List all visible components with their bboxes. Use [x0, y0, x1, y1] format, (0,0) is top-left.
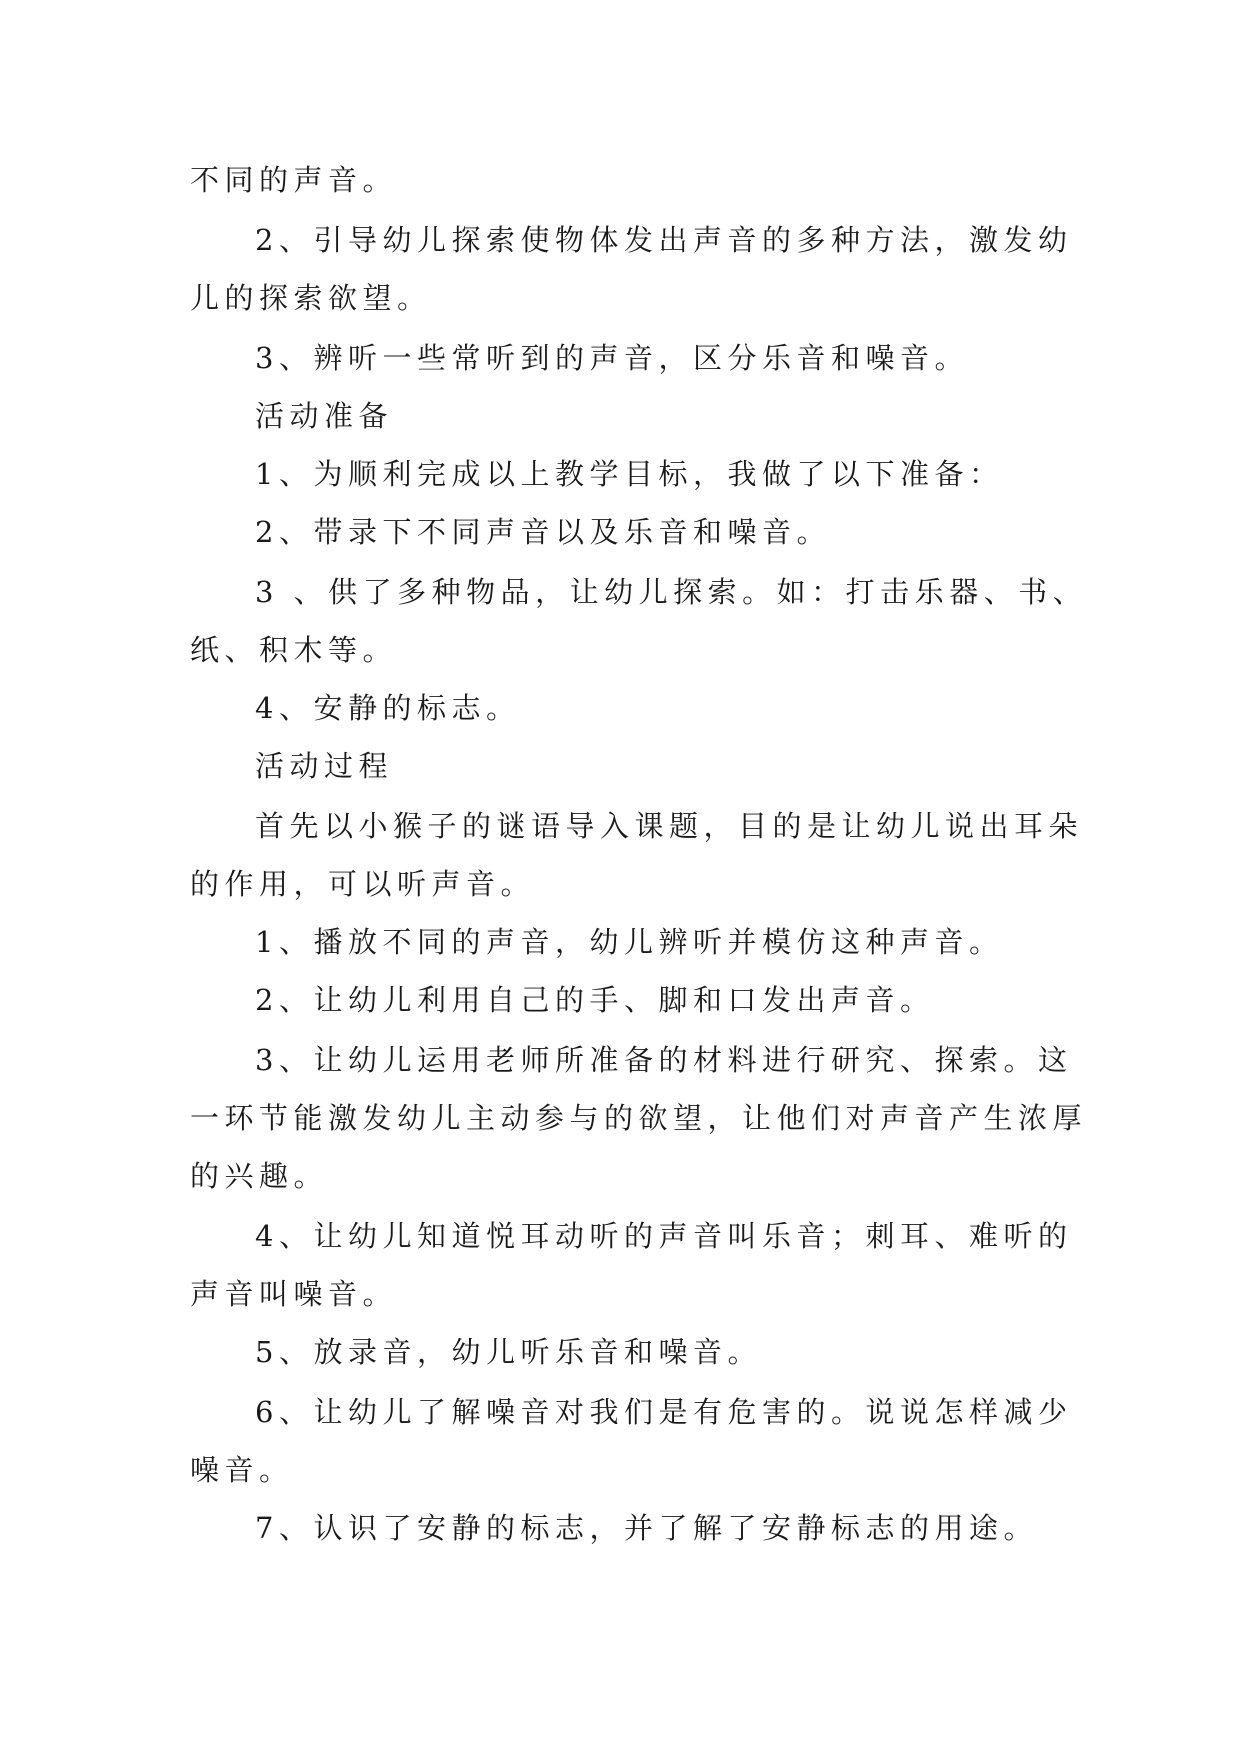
text-line: 1、为顺利完成以上教学目标，我做了以下准备：: [255, 457, 1004, 491]
text-line: 首先以小猴子的谜语导入课题，目的是让幼儿说出耳朵: [255, 809, 1084, 843]
text-line: 一环节能激发幼儿主动参与的欲望，让他们对声音产生浓厚: [190, 1101, 1088, 1135]
section-heading: 活动准备: [255, 399, 394, 433]
text-line: 的作用，可以听声音。: [190, 867, 536, 901]
text-line: 噪音。: [190, 1453, 294, 1487]
text-line: 纸、积木等。: [190, 633, 398, 667]
text-line: 儿的探索欲望。: [190, 281, 432, 315]
text-line: 3、辨听一些常听到的声音，区分乐音和噪音。: [255, 341, 969, 375]
text-line: 不同的声音。: [190, 163, 398, 197]
text-line: 3、让幼儿运用老师所准备的材料进行研究、探索。这: [255, 1043, 1073, 1077]
text-line: 7、认识了安静的标志，并了解了安静标志的用途。: [255, 1511, 1038, 1545]
text-line: 6、让幼儿了解噪音对我们是有危害的。说说怎样减少: [255, 1395, 1073, 1429]
text-line: 3 、供了多种物品，让幼儿探索。如：打击乐器、书、: [255, 575, 1088, 609]
text-line: 2、带录下不同声音以及乐音和噪音。: [255, 515, 831, 549]
text-line: 4、安静的标志。: [255, 691, 521, 725]
text-line: 5、放录音，幼儿听乐音和噪音。: [255, 1335, 762, 1369]
text-line: 4、让幼儿知道悦耳动听的声音叫乐音；刺耳、难听的: [255, 1219, 1073, 1253]
text-line: 2、引导幼儿探索使物体发出声音的多种方法，激发幼: [255, 223, 1073, 257]
text-line: 2、让幼儿利用自己的手、脚和口发出声音。: [255, 983, 935, 1017]
section-heading: 活动过程: [255, 749, 394, 783]
text-line: 1、播放不同的声音，幼儿辨听并模仿这种声音。: [255, 925, 1004, 959]
text-line: 的兴趣。: [190, 1159, 329, 1193]
text-line: 声音叫噪音。: [190, 1277, 398, 1311]
